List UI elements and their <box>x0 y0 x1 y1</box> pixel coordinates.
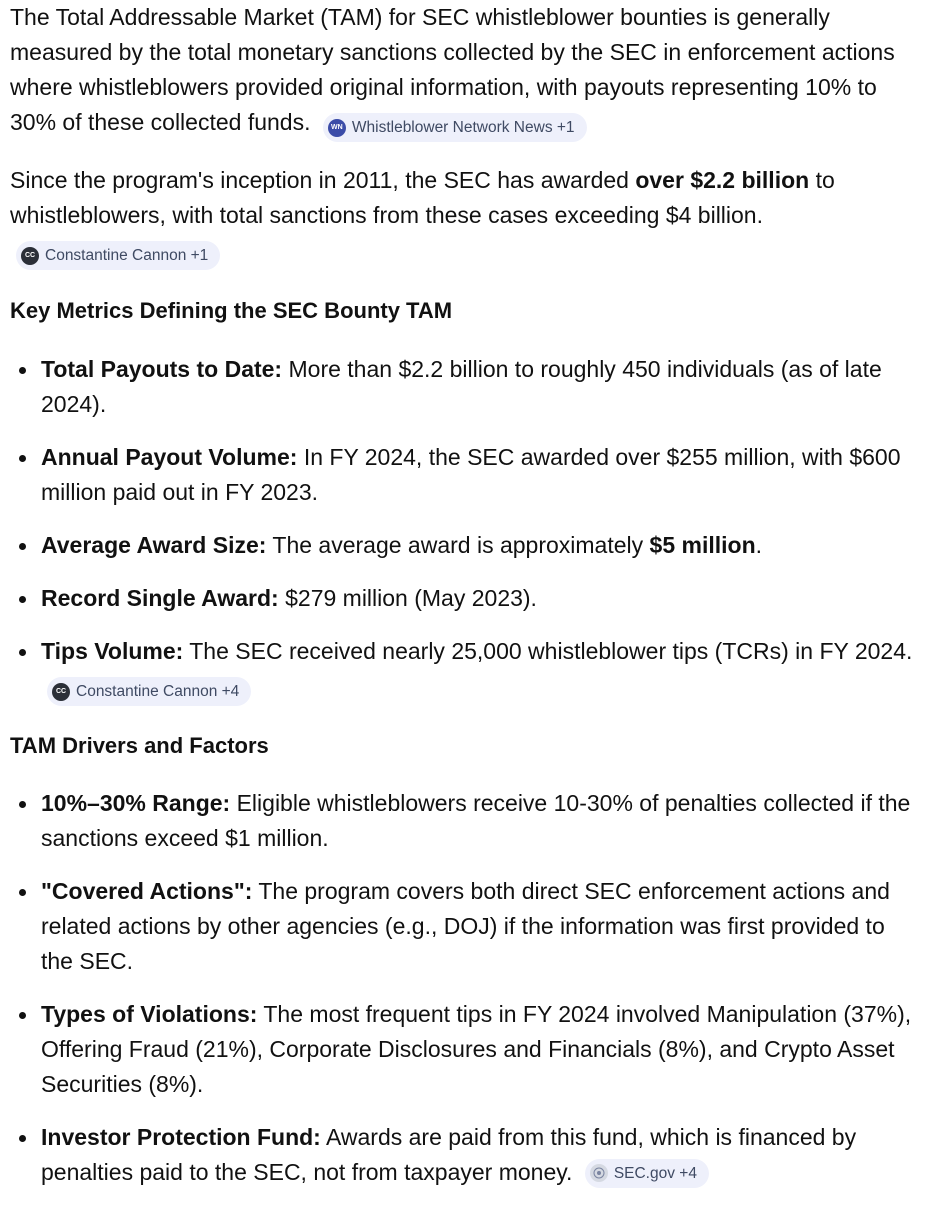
item-text: In FY 2024, the SEC awarded over $255 million, with $600 million paid out in FY 2023. <box>41 444 901 505</box>
awards-text-after: to whistleblowers, with total sanctions from these cases exceeding $4 billion. <box>10 167 835 228</box>
source-chip-label: Constantine Cannon +4 <box>76 683 240 700</box>
source-chip-label: Whistleblower Network News +1 <box>351 119 575 136</box>
awards-text-before: Since the program's inception in 2011, the SEC has awarded <box>10 167 636 193</box>
item-label: "Covered Actions": <box>41 878 253 904</box>
intro-paragraph <box>10 0 915 142</box>
source-chip-label: Constantine Cannon +1 <box>45 247 209 264</box>
item-text: The most frequent tips in FY 2024 involved Manipulation (37%), Offering Fraud (21%), Corporate Disclosures and Financials (8%), and Crypto Asset Securities (8%). <box>41 1001 912 1097</box>
awards-bold: over $2.2 billion <box>635 167 810 193</box>
list-item <box>10 786 920 856</box>
list-item <box>10 581 920 616</box>
list-item <box>10 440 920 510</box>
intro-text: The Total Addressable Market (TAM) for SEC whistleblower bounties is generally measured by the total monetary sanctions collected by the SEC in enforcement actions where whistleblowers provided original information, with payouts representing 10% to 30% of these collected funds. <box>10 4 895 135</box>
item-text: The SEC received nearly 25,000 whistleblower tips (TCRs) in FY 2024. <box>183 638 913 664</box>
item-label: Total Payouts to Date: <box>41 356 283 382</box>
item-text: The program covers both direct SEC enforcement actions and related actions by other agencies (e.g., DOJ) if the information was first provided to the SEC. <box>41 878 890 974</box>
source-chip-label: SEC.gov +4 <box>613 1164 697 1182</box>
list-item <box>10 352 920 422</box>
item-label: Types of Violations: <box>41 1001 258 1027</box>
item-label: Annual Payout Volume: <box>41 444 298 470</box>
item-text-after: . <box>755 532 763 558</box>
item-text: The average award is approximately <box>266 532 650 558</box>
whistleblower-network-news-icon: WN <box>328 119 346 137</box>
seal-glyph <box>593 1167 605 1179</box>
awards-paragraph <box>10 163 915 270</box>
list-item <box>10 874 920 979</box>
item-label: Average Award Size: <box>41 532 267 558</box>
source-chip-whistleblower-network-news[interactable] <box>323 113 587 142</box>
item-label: 10%–30% Range: <box>41 790 231 816</box>
constantine-cannon-icon: CC <box>21 247 39 265</box>
source-chip-sec-gov[interactable] <box>585 1159 709 1188</box>
item-label: Tips Volume: <box>41 638 184 664</box>
sec-seal-icon <box>590 1164 608 1182</box>
constantine-cannon-icon: CC <box>52 683 70 701</box>
drivers-list <box>10 786 920 1208</box>
list-item <box>10 528 920 563</box>
item-text: Eligible whistleblowers receive 10-30% of penalties collected if the sanctions exceed $1 million. <box>41 790 911 851</box>
item-text: $279 million (May 2023). <box>278 585 537 611</box>
list-item <box>10 1120 920 1190</box>
source-chip-constantine-cannon[interactable] <box>16 241 220 270</box>
item-label: Record Single Award: <box>41 585 279 611</box>
drivers-heading: TAM Drivers and Factors <box>10 733 269 758</box>
list-item <box>10 997 920 1102</box>
metrics-heading: Key Metrics Defining the SEC Bounty TAM <box>10 298 453 323</box>
item-text: More than $2.2 billion to roughly 450 individuals (as of late 2024). <box>41 356 882 417</box>
list-item <box>10 634 920 706</box>
item-label: Investor Protection Fund: <box>41 1124 321 1150</box>
source-chip-constantine-cannon[interactable] <box>47 677 251 706</box>
metrics-list <box>10 352 920 724</box>
item-bold: $5 million <box>649 532 756 558</box>
item-text: Awards are paid from this fund, which is financed by penalties paid to the SEC, not from taxpayer money. <box>41 1124 857 1185</box>
